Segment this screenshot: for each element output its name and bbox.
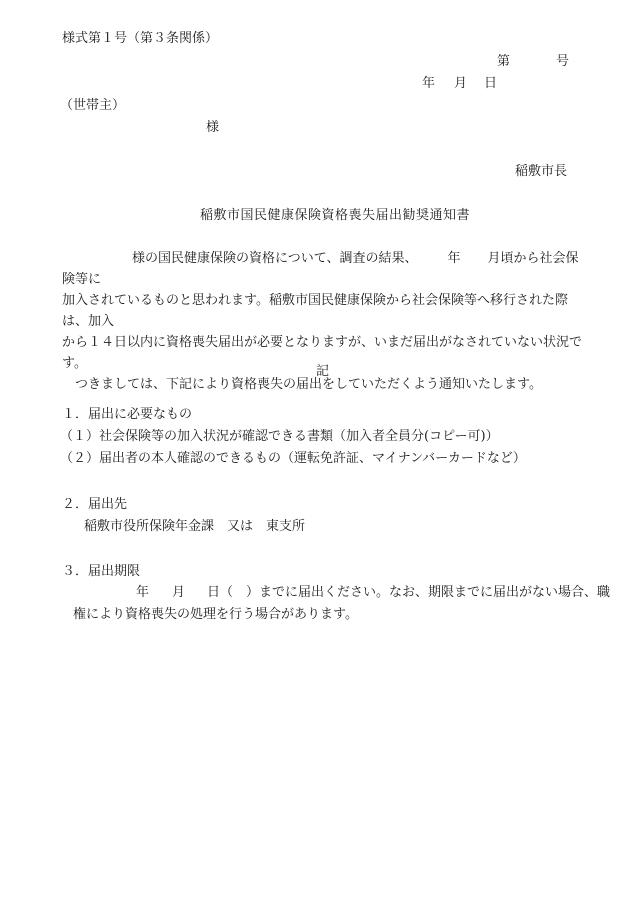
doc-number-suffix: 号 <box>556 54 570 69</box>
body-line-4: つきましては、下記により資格喪失の届出をしていただくよう通知いたします。 <box>75 377 542 392</box>
section-1-item-1: （１）社会保険等の加入状況が確認できる書類（加入者全員分(コピー可)） <box>60 429 499 444</box>
body-line-1 <box>62 248 582 290</box>
ki-marker: 記 <box>316 364 330 379</box>
section-3-year: 年 <box>136 585 150 600</box>
body-line-1-a: 様の国民健康保険の資格について、調査の結果、 <box>132 251 418 266</box>
section-3-month: 月 <box>172 585 186 600</box>
section-2-content: 稲敷市役所保険年金課 又は 東支所 <box>84 519 306 534</box>
issuer-name: 稲敷市長 <box>515 164 568 179</box>
section-2-heading: ２．届出先 <box>62 497 128 512</box>
form-number: 様式第１号（第３条関係） <box>62 31 219 46</box>
recipient-role: （世帯主） <box>60 98 126 113</box>
section-3-heading: ３．届出期限 <box>62 564 141 579</box>
section-3-line-2: 権により資格喪失の処理を行う場合があります。 <box>73 607 358 622</box>
date-year: 年 <box>422 76 436 91</box>
doc-number-prefix: 第 <box>497 54 511 69</box>
section-1-item-2: （２）届出者の本人確認のできるもの（運転免許証、マイナンバーカードなど） <box>60 451 526 466</box>
body-line-1-c: 月頃から社会保険等に <box>62 251 579 287</box>
section-1-heading: １．届出に必要なもの <box>62 407 193 422</box>
date-day: 日 <box>484 76 498 91</box>
body-line-2: 加入されているものと思われます。稲敷市国民健康保険から社会保険等へ移行された際は、加入 <box>62 293 568 329</box>
document-title: 稲敷市国民健康保険資格喪失届出勧奨通知書 <box>200 208 471 223</box>
body-line-1-year: 年 <box>447 251 461 266</box>
date-month: 月 <box>454 76 468 91</box>
section-3-day-text: 日（ ）までに届出ください。なお、期限までに届出がない場合、職 <box>207 585 611 600</box>
recipient-honorific: 様 <box>206 120 220 135</box>
body-line-3: から１４日以内に資格喪失届出が必要となりますが、いまだ届出がなされていない状況です。 <box>62 335 583 371</box>
